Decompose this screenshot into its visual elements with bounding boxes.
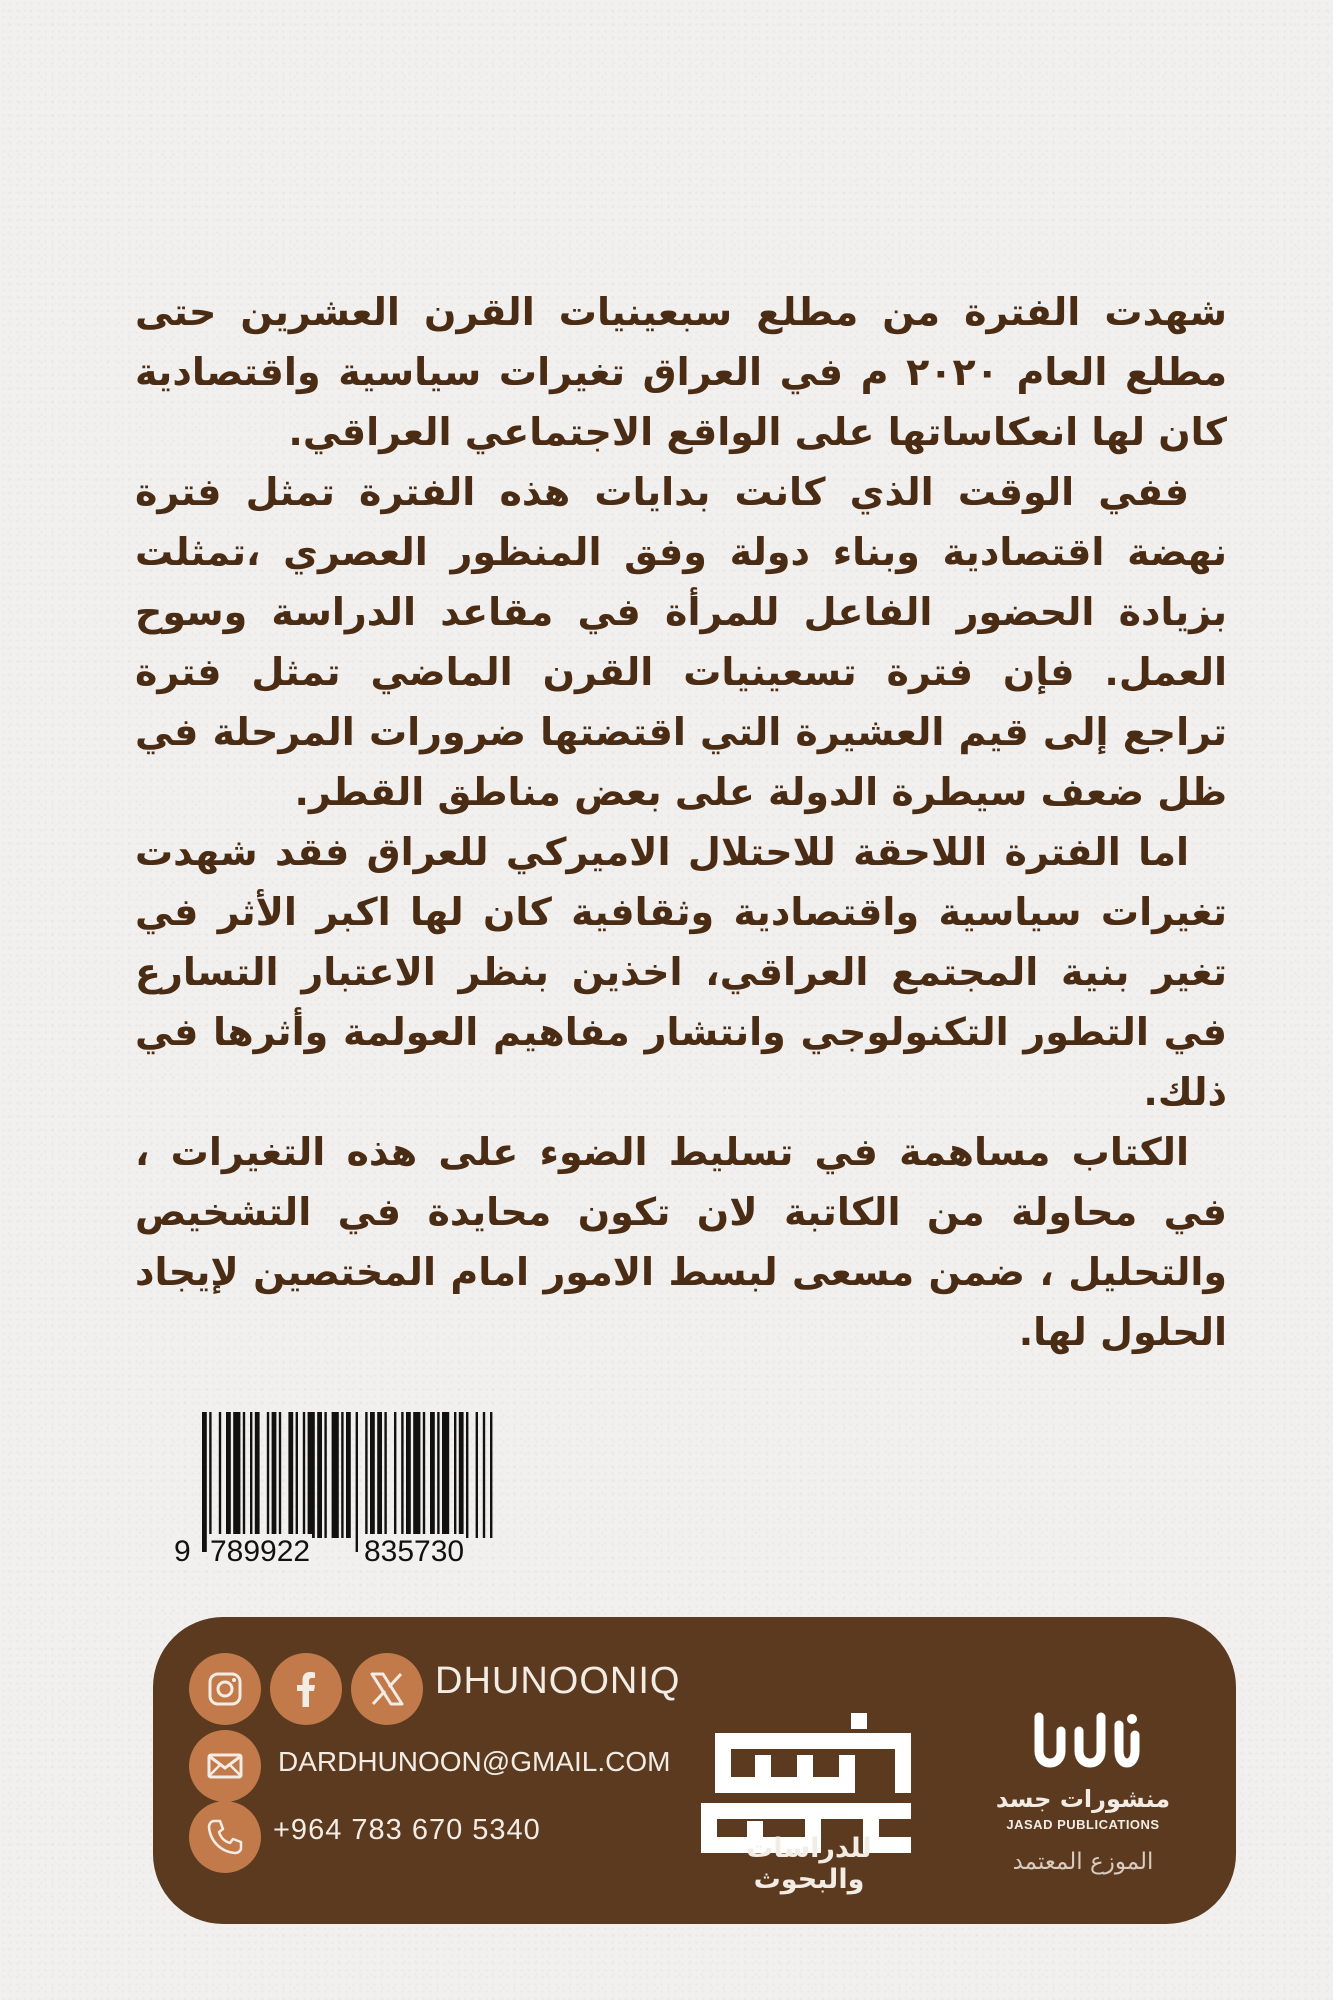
blurb-paragraph-3: اما الفترة اللاحقة للاحتلال الاميركي للعراق فقد شهدت تغيرات سياسية واقتصادية وثقافية كان لها اكبر الأثر في تغير بنية المجتمع العراقي، اخذين بنظر الاعتبار التسارع في التطور التكنولوجي وانتشار مفاهيم العولمة وأثرها في ذلك. [135, 830, 1227, 1114]
barcode-bar [401, 1412, 403, 1538]
barcode-bar [466, 1412, 468, 1538]
publisher-subtitle: للدراسات والبحوث [746, 1833, 872, 1895]
social-handle[interactable]: DHUNOONIQ [435, 1660, 681, 1702]
barcode-bar [202, 1412, 207, 1552]
barcode-bar [255, 1412, 260, 1538]
barcode-bar [442, 1412, 449, 1538]
back-cover-blurb [135, 282, 1227, 1362]
instagram-icon[interactable] [189, 1653, 261, 1725]
jasad-name-ar: منشورات جسد [995, 1785, 1171, 1813]
barcode-bar [490, 1412, 492, 1538]
barcode-bar [483, 1412, 485, 1538]
isbn-group-2: 835730 [364, 1535, 465, 1568]
barcode-bar [308, 1412, 315, 1538]
blurb-paragraph-2: ففي الوقت الذي كانت بدايات هذه الفترة تمثل فترة نهضة اقتصادية وبناء دولة وفق المنظور العصري ،تمثلت بزيادة الحضور الفاعل للمرأة في مقاعد الدراسة وسوح العمل. فإن فترة تسعينيات القرن الماضي تمثل فترة تراجع إلى قيم العشيرة التي اقتضتها ضرورات المرحلة في ظل ضعف سيطرة الدولة على بعض مناطق القطر. [135, 470, 1227, 814]
barcode-bar [341, 1412, 343, 1538]
barcode-bar [413, 1412, 420, 1538]
barcode-bar [243, 1412, 245, 1538]
barcode-bar [317, 1412, 322, 1538]
isbn-barcode [168, 1412, 500, 1572]
barcode-bar [459, 1412, 464, 1538]
barcode-bar [370, 1412, 375, 1538]
barcode-bar [384, 1412, 386, 1538]
jasad-logo [1031, 1711, 1141, 1777]
barcode-bar [324, 1412, 326, 1538]
barcode-bar [406, 1412, 411, 1538]
jasad-name-en: JASAD PUBLICATIONS [1006, 1817, 1160, 1832]
barcode-bar [454, 1412, 456, 1538]
isbn-group-1: 789922 [210, 1535, 311, 1568]
distributor-label: الموزع المعتمد [1012, 1849, 1154, 1875]
publisher-footer [153, 1617, 1236, 1924]
barcode-bar [394, 1412, 396, 1538]
isbn-first-digit: 9 [174, 1535, 191, 1568]
barcode-bar [209, 1412, 211, 1552]
barcode-bar [377, 1412, 382, 1538]
barcode-bar [476, 1412, 478, 1538]
barcode-bar [356, 1412, 358, 1552]
barcode-bar [250, 1412, 252, 1538]
barcode-bar [272, 1412, 277, 1538]
x-icon[interactable] [351, 1653, 423, 1725]
barcode-bar [346, 1412, 351, 1538]
mail-icon[interactable] [189, 1730, 261, 1802]
barcode-bar [423, 1412, 425, 1538]
barcode-bar [226, 1412, 231, 1538]
barcode-bar [233, 1412, 240, 1538]
phone-icon[interactable] [189, 1801, 261, 1873]
barcode-bar [437, 1412, 439, 1538]
phone-number[interactable]: +964 783 670 5340 [273, 1814, 541, 1846]
facebook-icon[interactable] [270, 1653, 342, 1725]
blurb-paragraph-1: شهدت الفترة من مطلع سبعينيات القرن العشرين حتى مطلع العام ٢٠٢٠ م في العراق تغيرات سياسية واقتصادية كان لها انعكاساتها على الواقع الاجتماعي العراقي. [135, 290, 1227, 454]
barcode-bar [430, 1412, 435, 1538]
barcode-bar [267, 1412, 269, 1538]
barcode-bar [288, 1412, 293, 1538]
email-address[interactable]: DARDHUNOON@GMAIL.COM [278, 1746, 671, 1777]
barcode-bar [219, 1412, 221, 1538]
barcode-bar [303, 1412, 305, 1538]
blurb-paragraph-4: الكتاب مساهمة في تسليط الضوء على هذه التغيرات ، في محاولة من الكاتبة لان تكون محايدة في التشخيص والتحليل ، ضمن مسعى لبسط الامور امام المختصين لإيجاد الحلول لها. [135, 1130, 1227, 1354]
barcode-bar [296, 1412, 298, 1538]
barcode-bar [279, 1412, 281, 1538]
barcode-bar [365, 1412, 367, 1538]
barcode-bar [332, 1412, 339, 1538]
